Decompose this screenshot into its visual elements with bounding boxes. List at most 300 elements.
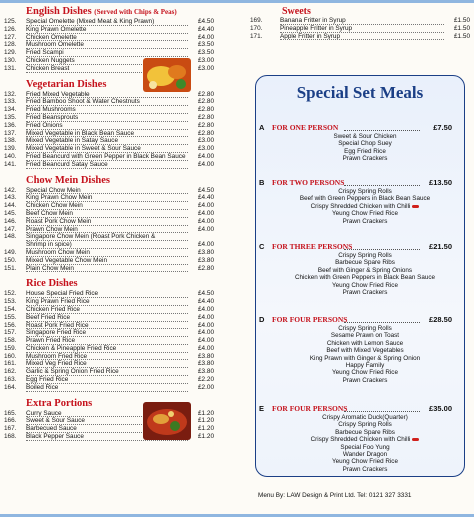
item-price: £3.00 <box>198 56 214 64</box>
set-meal-dish <box>266 282 464 289</box>
item-name: Chicken Omelette <box>26 34 188 42</box>
menu-item <box>4 345 214 353</box>
set-meal-price: £35.00 <box>429 404 452 413</box>
item-name: Mixed Vegetable in Satay Sauce <box>26 137 188 145</box>
item-name: Mixed Vegetable Chow Mein <box>26 257 188 265</box>
set-meal-price: £7.50 <box>433 123 452 132</box>
section-title <box>26 175 214 187</box>
item-name: Mixed Vegetable in Black Bean Sauce <box>26 130 188 138</box>
item-price: £3.80 <box>198 256 214 264</box>
menu-item <box>4 114 214 122</box>
dish-name: Crispy Shredded Chicken with Chilli <box>310 436 411 444</box>
item-number: 138. <box>4 137 17 145</box>
item-price: £4.00 <box>198 33 214 41</box>
item-name: King Prawn Fried Rice <box>26 298 188 306</box>
item-price: £4.40 <box>198 25 214 33</box>
menu-item <box>4 218 214 226</box>
menu-item <box>4 384 214 392</box>
item-name: Prawn Chow Mein <box>26 226 188 234</box>
item-name: Special Chow Mein <box>26 187 188 195</box>
item-name: Fried Beancurd with Green Pepper in Black Bean Sauce <box>26 153 188 161</box>
dish-name: Beef with Green Peppers in Black Bean Sauce <box>299 195 431 203</box>
item-price: £4.50 <box>198 18 214 25</box>
leader-dots <box>344 130 420 131</box>
dish-name: Crispy Spring Rolls <box>338 252 392 259</box>
dish-name: Yeung Chow Fried Rice <box>332 281 398 289</box>
dish-name: Chicken with Lemon Sauce <box>326 339 404 347</box>
set-meal-dish <box>266 155 464 162</box>
set-meal-dish <box>266 203 464 210</box>
item-price: £2.80 <box>198 106 214 114</box>
item-price: £1.50 <box>454 32 470 40</box>
set-meal-label: FOR FOUR PERSONS <box>272 404 348 413</box>
item-name: Special Omelette (Mixed Meat & King Prawn) <box>26 18 188 26</box>
item-price: £4.00 <box>198 152 214 160</box>
set-meal-dish <box>266 414 464 421</box>
set-meal-dish <box>266 259 464 266</box>
set-meals-title: Special Set Meals <box>296 83 424 102</box>
item-name: Roast Pork Chow Mein <box>26 218 188 226</box>
menu-item <box>4 130 214 138</box>
item-price: £4.00 <box>198 337 214 345</box>
set-meal-label: FOR FOUR PERSONS <box>272 315 348 324</box>
item-number: 143. <box>4 194 17 202</box>
item-name: Curry Sauce <box>26 410 188 418</box>
set-meal-items <box>256 414 464 473</box>
set-meal-dish <box>266 421 464 428</box>
item-number: 137. <box>4 129 17 137</box>
dish-name: Prawn Crackers <box>342 465 388 473</box>
item-number: 152. <box>4 290 17 298</box>
item-price: £4.40 <box>198 194 214 202</box>
item-name: Prawn Fried Rice <box>26 337 188 345</box>
item-number: 133. <box>4 98 17 106</box>
item-name: Beef Chow Mein <box>26 210 188 218</box>
item-price: £4.00 <box>198 305 214 313</box>
item-price: £4.40 <box>198 298 214 306</box>
menu-item <box>4 337 214 345</box>
sweets-title: Sweets <box>282 6 311 17</box>
section-title <box>26 6 214 18</box>
item-name: Sweet & Sour Sauce <box>26 417 188 425</box>
item-name: Chicken & Pineapple Fried Rice <box>26 345 188 353</box>
section-title-text: Extra Portions <box>26 397 93 409</box>
dish-name: Prawn Crackers <box>342 155 388 163</box>
set-meals-panel <box>255 75 465 477</box>
menu-item <box>4 41 214 49</box>
item-name: Fried Beansprouts <box>26 114 188 122</box>
item-number <box>4 241 26 249</box>
set-meal-label: FOR ONE PERSON <box>272 123 339 132</box>
menu-item <box>4 368 214 376</box>
item-price: £4.00 <box>198 160 214 168</box>
set-meal-letter: E <box>259 404 265 413</box>
item-price: £1.50 <box>454 17 470 24</box>
item-price: £1.20 <box>198 425 214 433</box>
set-meal-header <box>256 123 464 133</box>
menu-item <box>4 329 214 337</box>
item-number: 160. <box>4 352 17 360</box>
set-meal-dish <box>266 195 464 202</box>
menu-item <box>4 26 214 34</box>
menu-item <box>4 249 214 257</box>
item-number: 165. <box>4 409 17 417</box>
set-meal-letter: B <box>259 178 265 187</box>
item-number: 147. <box>4 225 17 233</box>
item-name: Plain Chow Mein <box>26 265 188 273</box>
item-price: £1.20 <box>198 433 214 441</box>
set-meal-price: £13.50 <box>429 178 452 187</box>
item-price: £3.50 <box>198 41 214 49</box>
item-number: 158. <box>4 337 17 345</box>
item-number: 153. <box>4 298 17 306</box>
chilli-icon <box>412 438 419 441</box>
item-price: £2.80 <box>198 113 214 121</box>
dish-name: Yeung Chow Fried Rice <box>332 369 398 377</box>
item-name: Mushroom Fried Rice <box>26 353 188 361</box>
set-meal-c <box>256 242 464 296</box>
set-meal-dish <box>266 466 464 473</box>
dish-name: Wander Dragon <box>342 451 388 459</box>
menu-item <box>4 241 214 249</box>
item-number: 134. <box>4 106 17 114</box>
menu-item <box>4 153 214 161</box>
leader-dots <box>344 185 420 186</box>
section-title-text: Rice Dishes <box>26 278 78 290</box>
dish-name: Beef with Ginger & Spring Onions <box>317 266 413 274</box>
set-meal-dish <box>266 148 464 155</box>
item-name: Mixed Vegetable in Sweet & Sour Sauce <box>26 145 188 153</box>
dish-name: Special Foo Yung <box>340 443 390 451</box>
item-number: 168. <box>4 433 17 441</box>
item-number: 132. <box>4 90 17 98</box>
set-meal-e <box>256 404 464 473</box>
set-meal-dish <box>266 458 464 465</box>
item-name: Fried Scampi <box>26 49 188 57</box>
dish-name: Beef with Mixed Vegetables <box>326 347 404 355</box>
set-meal-a <box>256 123 464 163</box>
item-name: Fried Bamboo Shoot & Water Chestnuts <box>26 98 188 106</box>
menu-item <box>4 353 214 361</box>
set-meal-dish <box>266 140 464 147</box>
item-number: 144. <box>4 202 17 210</box>
item-name: Black Pepper Sauce <box>26 433 188 441</box>
dish-name: Prawn Crackers <box>342 376 388 384</box>
menu-item <box>250 25 470 33</box>
item-price: £4.00 <box>198 202 214 210</box>
set-meal-letter: C <box>259 242 265 251</box>
item-number: 142. <box>4 186 17 194</box>
menu-item <box>4 257 214 265</box>
item-number: 154. <box>4 305 17 313</box>
set-meal-dish <box>266 436 464 443</box>
section-title-text: English Dishes <box>26 6 92 17</box>
item-name: Chicken Fried Rice <box>26 306 188 314</box>
item-number: 164. <box>4 383 17 391</box>
menu-item <box>4 306 214 314</box>
item-number: 166. <box>4 417 17 425</box>
section-title <box>26 278 214 290</box>
item-name: Mushroom Omelette <box>26 41 188 49</box>
dish-name: Sesame Prawn on Toast <box>330 332 400 340</box>
item-name: Singapore Fried Rice <box>26 329 188 337</box>
item-name: King Prawn Omelette <box>26 26 188 34</box>
item-number: 163. <box>4 376 17 384</box>
set-meal-dish <box>266 362 464 369</box>
item-name: Roast Pork Fried Rice <box>26 322 188 330</box>
dish-name: Prawn Crackers <box>342 289 388 297</box>
item-price: £4.00 <box>198 209 214 217</box>
item-price: £2.20 <box>198 376 214 384</box>
item-name: Pineapple Fritter in Syrup <box>280 25 444 33</box>
item-number: 126. <box>4 25 17 33</box>
item-price: £4.00 <box>198 241 214 249</box>
set-meal-header <box>256 315 464 325</box>
leader-dots <box>344 322 420 323</box>
set-meal-dish <box>266 369 464 376</box>
item-price: £4.50 <box>198 186 214 194</box>
item-price: £2.80 <box>198 98 214 106</box>
dish-name: Crispy Spring Rolls <box>338 325 392 332</box>
footer-credit: Menu By: LAW Design & Print Ltd. Tel: 0121 327 3331 <box>258 492 412 499</box>
item-number: 146. <box>4 217 17 225</box>
item-name: Banana Fritter in Syrup <box>280 17 444 25</box>
menu-item <box>4 360 214 368</box>
item-price: £4.00 <box>198 321 214 329</box>
item-price: £4.50 <box>198 290 214 298</box>
section-subtitle: (Served with Chips & Peas) <box>94 8 177 16</box>
item-number: 156. <box>4 321 17 329</box>
item-name: Egg Fried Rice <box>26 376 188 384</box>
set-meal-dish <box>266 133 464 140</box>
item-number: 159. <box>4 344 17 352</box>
item-number: 150. <box>4 256 17 264</box>
item-name: Apple Fritter in Syrup <box>280 33 444 41</box>
set-meal-items <box>256 325 464 384</box>
item-price: £4.00 <box>198 344 214 352</box>
item-price: £4.00 <box>198 329 214 337</box>
item-number: 127. <box>4 33 17 41</box>
set-meal-dish <box>266 325 464 332</box>
item-number: 170. <box>250 24 263 32</box>
item-number: 130. <box>4 56 17 64</box>
item-price: £3.80 <box>198 248 214 256</box>
menu-item <box>4 194 214 202</box>
set-meal-dish <box>266 252 464 259</box>
item-number: 140. <box>4 152 17 160</box>
item-name: House Special Fried Rice <box>26 290 188 298</box>
item-name: King Prawn Chow Mein <box>26 194 188 202</box>
menu-item <box>4 187 214 195</box>
menu-item <box>4 49 214 57</box>
item-name: Chicken Nuggets <box>26 57 188 65</box>
set-meal-label: FOR TWO PERSONS <box>272 178 345 187</box>
item-number: 129. <box>4 49 17 57</box>
item-price: £3.50 <box>198 49 214 57</box>
top-border <box>0 0 474 3</box>
dish-name: Sweet & Sour Chicken <box>333 133 397 140</box>
item-number: 141. <box>4 160 17 168</box>
set-meal-items <box>256 188 464 225</box>
item-number: 151. <box>4 264 17 272</box>
dish-name: Yeung Chow Fried Rice <box>332 210 398 218</box>
item-price: £1.50 <box>454 24 470 32</box>
item-price: £3.00 <box>198 137 214 145</box>
item-number: 128. <box>4 41 17 49</box>
item-price: £4.00 <box>198 313 214 321</box>
menu-item <box>4 145 214 153</box>
section-title-text: Vegetarian Dishes <box>26 78 107 90</box>
item-price: £1.20 <box>198 417 214 425</box>
set-meal-b <box>256 178 464 225</box>
set-meal-dish <box>266 274 464 281</box>
menu-item <box>4 202 214 210</box>
chilli-icon <box>412 205 419 208</box>
item-price: £4.00 <box>198 217 214 225</box>
set-meal-dish <box>266 355 464 362</box>
food-photo-omelette <box>143 58 191 92</box>
item-name: Chicken Breast <box>26 65 188 73</box>
item-number: 157. <box>4 329 17 337</box>
set-meal-dish <box>266 289 464 296</box>
dish-name: Crispy Shredded Chicken with Chilli <box>310 202 411 210</box>
item-name: Chicken Chow Mein <box>26 202 188 210</box>
item-number: 136. <box>4 121 17 129</box>
menu-item <box>4 298 214 306</box>
menu-item <box>4 210 214 218</box>
dish-name: Crispy Spring Rolls <box>338 188 392 195</box>
menu-item <box>4 122 214 130</box>
item-price: £3.80 <box>198 360 214 368</box>
food-photo-rice <box>143 402 191 440</box>
item-number: 167. <box>4 425 17 433</box>
item-name: Shrimp in spice) <box>26 241 188 249</box>
item-price: £1.20 <box>198 409 214 417</box>
set-meal-dish <box>266 218 464 225</box>
item-name: Garlic & Spring Onion Fried Rice <box>26 368 188 376</box>
item-price: £4.00 <box>198 225 214 233</box>
item-name: Barbecued Sauce <box>26 425 188 433</box>
item-name: Boiled Rice <box>26 384 188 392</box>
set-meal-dish <box>266 377 464 384</box>
set-meal-dish <box>266 267 464 274</box>
item-name: Mixed Veg Fried Rice <box>26 360 188 368</box>
item-number: 139. <box>4 145 17 153</box>
dish-name: King Prawn with Ginger & Spring Onion <box>309 354 421 362</box>
item-number: 131. <box>4 64 17 72</box>
item-price: £2.80 <box>198 264 214 272</box>
item-number: 155. <box>4 313 17 321</box>
item-name: Fried Beancurd Satay Sauce <box>26 161 188 169</box>
item-number: 169. <box>250 17 263 24</box>
menu-item <box>4 137 214 145</box>
set-meal-letter: D <box>259 315 265 324</box>
item-number: 171. <box>250 32 263 40</box>
dish-name: Egg Fried Rice <box>344 147 386 155</box>
sweets-section <box>250 6 470 40</box>
menu-item <box>4 376 214 384</box>
menu-item <box>4 314 214 322</box>
set-meal-price: £21.50 <box>429 242 452 251</box>
item-price: £3.00 <box>198 64 214 72</box>
item-name: Singapore Chow Mein (Roast Pork Chicken & <box>26 233 188 241</box>
menu-item <box>4 290 214 298</box>
menu-item <box>4 106 214 114</box>
menu-item <box>4 226 214 234</box>
set-meal-dish <box>266 429 464 436</box>
item-name: Mushroom Chow Mein <box>26 249 188 257</box>
set-meal-letter: A <box>259 123 265 132</box>
leader-dots <box>344 249 420 250</box>
item-name: Fried Mushrooms <box>26 106 188 114</box>
item-price: £2.80 <box>198 129 214 137</box>
dish-name: Chicken with Green Peppers in Black Bean Sauce <box>294 274 435 282</box>
dish-name: Barbecue Spare Ribs <box>335 259 395 267</box>
set-meal-label: FOR THREE PERSONS <box>272 242 353 251</box>
set-meal-items <box>256 252 464 296</box>
item-number: 162. <box>4 368 17 376</box>
item-number: 135. <box>4 113 17 121</box>
item-price: £3.00 <box>198 145 214 153</box>
set-meal-d <box>256 315 464 384</box>
menu-item <box>4 322 214 330</box>
menu-item <box>250 33 470 41</box>
set-meal-dish <box>266 347 464 354</box>
set-meal-dish <box>266 188 464 195</box>
item-number: 145. <box>4 209 17 217</box>
item-name: Fried Onions <box>26 122 188 130</box>
item-price: £2.80 <box>198 90 214 98</box>
item-price: £2.00 <box>198 383 214 391</box>
set-meal-header <box>256 404 464 414</box>
item-number: 149. <box>4 248 17 256</box>
set-meal-header <box>256 242 464 252</box>
menu-item <box>4 18 214 26</box>
item-number: 161. <box>4 360 17 368</box>
menu-item <box>4 98 214 106</box>
item-name: Beef Fried Rice <box>26 314 188 322</box>
menu-item <box>4 265 214 273</box>
dish-name: Happy Family <box>345 362 385 370</box>
item-name: Fried Mixed Vegetable <box>26 91 188 99</box>
item-price: £2.80 <box>198 121 214 129</box>
menu-item <box>4 34 214 42</box>
item-number: 148. <box>4 233 17 241</box>
set-meal-price: £28.50 <box>429 315 452 324</box>
set-meal-dish <box>266 451 464 458</box>
menu-item <box>4 233 214 241</box>
dish-name: Yeung Chow Fried Rice <box>332 458 398 466</box>
set-meal-dish <box>266 332 464 339</box>
set-meal-dish <box>266 444 464 451</box>
item-number: 125. <box>4 18 17 25</box>
dish-name: Prawn Crackers <box>342 217 388 225</box>
menu-item <box>250 17 470 25</box>
dish-name: Crispy Spring Rolls <box>338 421 392 429</box>
set-meal-dish <box>266 340 464 347</box>
dish-name: Barbecue Spare Ribs <box>335 428 395 436</box>
set-meal-dish <box>266 210 464 217</box>
leader-dots <box>344 411 420 412</box>
dish-name: Special Chop Suey <box>338 140 392 148</box>
item-price: £3.80 <box>198 368 214 376</box>
item-price: £3.80 <box>198 352 214 360</box>
menu-item <box>4 161 214 169</box>
item-price <box>188 233 214 241</box>
set-meal-header <box>256 178 464 188</box>
dish-name: Crispy Aromatic Duck(Quarter) <box>322 414 408 421</box>
set-meal-items <box>256 133 464 163</box>
